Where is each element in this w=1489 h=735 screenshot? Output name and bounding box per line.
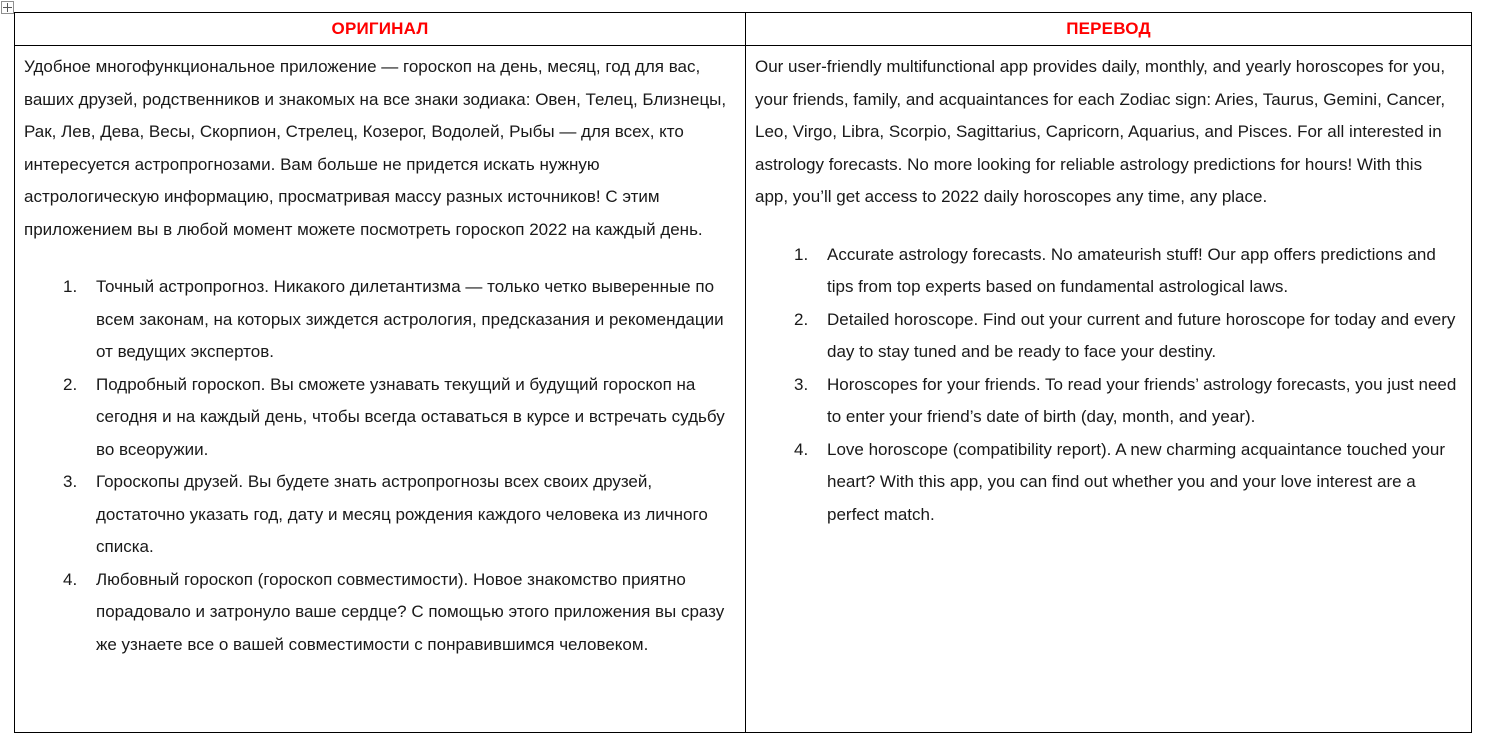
column-header-original[interactable]: ОРИГИНАЛ (15, 13, 746, 46)
list-item-original-4[interactable]: Любовный гороскоп (гороскоп совместимости). Новое знакомство приятно порадовало и затронуло ваше сердце? С помощью этого приложения вы сразу же узнаете все о вашей совместимости с понравившимся человеком. (96, 569, 725, 654)
original-intro-paragraph[interactable]: Удобное многофункциональное приложение — гороскоп на день, месяц, год для вас, ваших друзей, родственников и знакомых на все знаки зодиака: Овен, Телец, Близнецы, Рак, Лев, Дева, Весы, Скорпион, Стрелец, Козерог, Водолей, Рыбы — для всех, кто интересуется астропрогнозами. Вам больше не придется искать нужную астрологическую информацию, просматривая массу разных источников! С этим приложением вы в любой момент можете посмотреть гороскоп 2022 на каждый день. (24, 57, 727, 239)
list-item-translation-4[interactable]: Love horoscope (compatibility report). A new charming acquaintance touched your heart? With this app, you can find out whether you and your love interest are a perfect match. (827, 439, 1446, 524)
list-item-translation-3[interactable]: Horoscopes for your friends. To read your friends’ astrology forecasts, you just need to enter your friend’s date of birth (day, month, and year). (827, 374, 1457, 426)
translation-table (14, 12, 1472, 733)
list-item-original-2[interactable]: Подробный гороскоп. Вы сможете узнавать текущий и будущий гороскоп на сегодня и на каждый день, чтобы всегда оставаться в курсе и встречать судьбу во всеоружии. (96, 374, 725, 459)
table-body-row (15, 46, 1472, 733)
plus-icon (3, 3, 12, 12)
list-item-original-3[interactable]: Гороскопы друзей. Вы будете знать астропрогнозы всех своих друзей, достаточно указать год, дату и месяц рождения каждого человека из личного списка. (96, 472, 708, 556)
table-header-row (15, 13, 1472, 46)
column-header-translation[interactable]: ПЕРЕВОД (746, 13, 1472, 46)
translation-feature-list (755, 239, 1457, 532)
cell-original-text[interactable] (15, 46, 746, 733)
list-item-translation-2[interactable]: Detailed horoscope. Find out your current and future horoscope for today and every day to stay tuned and be ready to face your destiny. (827, 309, 1456, 361)
cell-translation-text[interactable] (746, 46, 1472, 733)
original-feature-list (24, 271, 731, 661)
list-item-original-1[interactable]: Точный астропрогноз. Никакого дилетантизма — только четко выверенные по всем законам, на которых зиждется астрология, предсказания и рекомендации от ведущих экспертов. (96, 277, 724, 361)
table-move-handle-icon[interactable] (1, 1, 14, 14)
translation-intro-paragraph[interactable]: Our user-friendly multifunctional app provides daily, monthly, and yearly horoscopes for you, your friends, family, and acquaintances for each Zodiac sign: Aries, Taurus, Gemini, Cancer, Leo, Virgo, Libra, Scorpio, Sagittarius, Capricorn, Aquarius, and Pisces. For all interested in astrology forecasts. No more looking for reliable astrology predictions for hours! With this app, you’ll get access to 2022 daily horoscopes any time, any place. (755, 57, 1446, 206)
list-item-translation-1[interactable]: Accurate astrology forecasts. No amateurish stuff! Our app offers predictions and tips from top experts based on fundamental astrological laws. (827, 244, 1436, 296)
